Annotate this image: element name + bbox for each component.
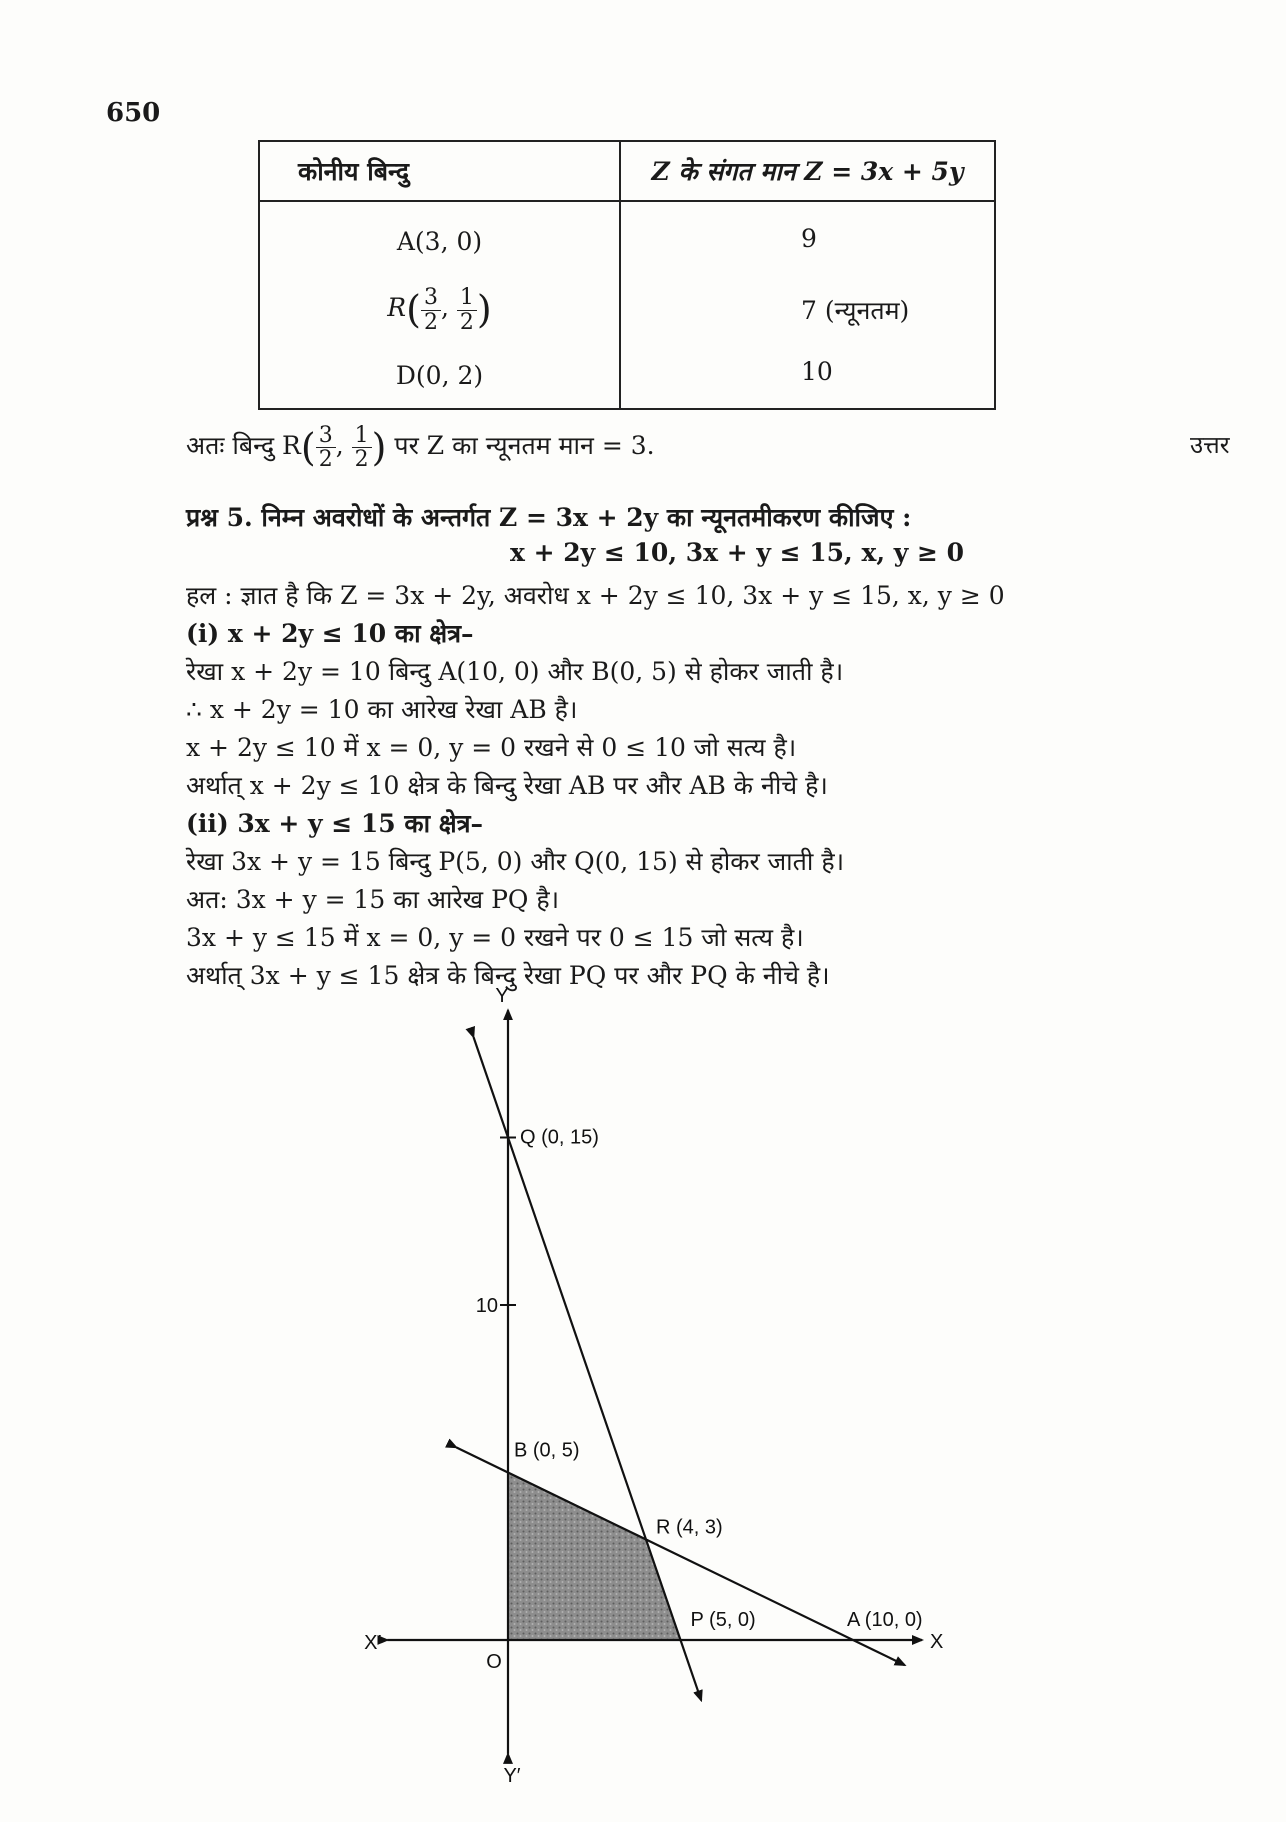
header-z-value: Z के संगत मान Z = 3x + 5y bbox=[620, 141, 995, 201]
feasible-region bbox=[508, 1473, 681, 1641]
solution-line: (i) x + 2y ≤ 10 का क्षेत्र– bbox=[186, 619, 474, 648]
solution-line: अर्थात् x + 2y ≤ 10 क्षेत्र के बिन्दु रेखा AB पर और AB के नीचे है। bbox=[186, 771, 828, 800]
solution-line: अत: 3x + y = 15 का आरेख PQ है। bbox=[186, 885, 560, 914]
solution-line: रेखा 3x + y = 15 बिन्दु P(5, 0) और Q(0, 15) से होकर जाती है। bbox=[186, 847, 845, 876]
solution-line: ∴ x + 2y = 10 का आरेख रेखा AB है। bbox=[186, 695, 578, 724]
solution-line: अर्थात् 3x + y ≤ 15 क्षेत्र के बिन्दु रेखा PQ पर और PQ के नीचे है। bbox=[186, 961, 830, 990]
y-tick-label: 10 bbox=[475, 1295, 498, 1317]
cell-point: R( $\frac{3}{2}$ , $\frac{1}{2}$ ) bbox=[259, 271, 620, 349]
cell-value: 7 (न्यूनतम) bbox=[620, 271, 995, 349]
solution-line: हल : ज्ञात है कि Z = 3x + 2y, अवरोध x + 2y ≤ 10, 3x + y ≤ 15, x, y ≥ 0 bbox=[186, 581, 1005, 610]
page-number: 650 bbox=[106, 98, 161, 128]
margin-note: उत्तर bbox=[1190, 431, 1230, 459]
header-corner-point: कोनीय बिन्दु bbox=[259, 141, 620, 201]
point-label-p: P (5, 0) bbox=[690, 1609, 756, 1631]
y-axis-label: Y bbox=[495, 985, 509, 1008]
question-title: प्रश्न 5. निम्न अवरोधों के अन्तर्गत Z = 3x + 2y का न्यूनतमीकरण कीजिए : bbox=[186, 503, 912, 532]
cell-point: D(0, 2) bbox=[259, 349, 620, 409]
solution-line: रेखा x + 2y = 10 बिन्दु A(10, 0) और B(0, 5) से होकर जाती है। bbox=[186, 657, 844, 686]
cell-point: A(3, 0) bbox=[259, 201, 620, 271]
x-neg-axis-label: X′ bbox=[364, 1632, 382, 1654]
origin-label: O bbox=[486, 1651, 502, 1673]
solution-line: x + 2y ≤ 10 में x = 0, y = 0 रखने से 0 ≤ 10 जो सत्य है। bbox=[186, 733, 797, 762]
solution-line: 3x + y ≤ 15 में x = 0, y = 0 रखने पर 0 ≤ 15 जो सत्य है। bbox=[186, 923, 804, 952]
y-neg-axis-label: Y′ bbox=[503, 1764, 521, 1787]
fraction: $\frac{3}{2}$ bbox=[421, 286, 441, 333]
conclusion: अतः बिन्दु R( $\frac{3}{2}$ , $\frac{1}{2}$ ) पर Z का न्यूनतम मान = 3. bbox=[186, 423, 655, 473]
x-axis-label: X bbox=[930, 1631, 944, 1653]
cell-value: 10 bbox=[620, 349, 995, 409]
fraction: $\frac{1}{2}$ bbox=[457, 286, 477, 333]
point-label: R bbox=[387, 293, 407, 323]
point-label-a: A (10, 0) bbox=[847, 1609, 923, 1631]
point-label-r: R (4, 3) bbox=[656, 1516, 723, 1539]
point-label-q: Q (0, 15) bbox=[520, 1126, 599, 1149]
question-constraints: x + 2y ≤ 10, 3x + y ≤ 15, x, y ≥ 0 bbox=[510, 538, 965, 567]
cell-value: 9 bbox=[620, 201, 995, 271]
solution-line: (ii) 3x + y ≤ 15 का क्षेत्र– bbox=[186, 809, 483, 838]
point-label-b: B (0, 5) bbox=[514, 1439, 580, 1462]
